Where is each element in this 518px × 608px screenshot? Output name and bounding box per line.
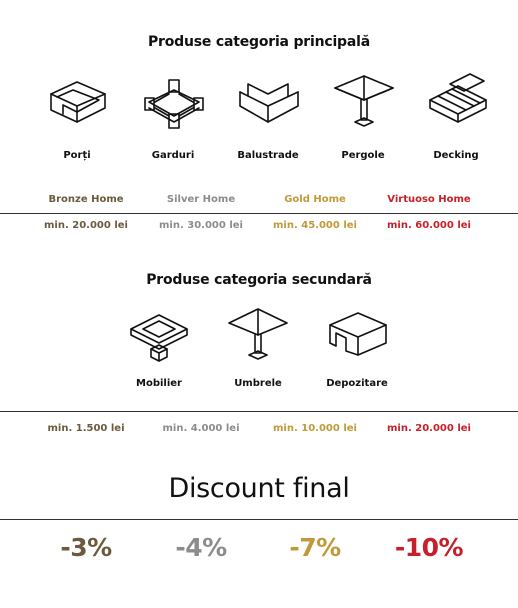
divider	[0, 411, 518, 412]
fence-icon	[139, 72, 209, 134]
tier-min-bronze: min. 20.000 lei	[44, 220, 128, 231]
category-label-decking: Decking	[433, 150, 479, 161]
discount-virtuoso: -10%	[394, 533, 464, 562]
tier-min-virtuoso-secondary: min. 20.000 lei	[387, 423, 471, 434]
decking-icon	[422, 72, 492, 134]
tier-name-silver: Silver Home	[166, 194, 236, 205]
category-label-storage: Depozitare	[326, 378, 388, 389]
gate-icon	[43, 72, 113, 134]
category-label-fences: Garduri	[151, 150, 195, 161]
railing-icon	[234, 72, 304, 134]
divider	[0, 519, 518, 520]
storage-icon	[322, 305, 392, 367]
tier-min-bronze-secondary: min. 1.500 lei	[47, 423, 125, 434]
tier-min-gold: min. 45.000 lei	[273, 220, 357, 231]
furniture-icon	[125, 305, 195, 367]
pergola-icon	[329, 72, 399, 134]
umbrella-icon	[223, 305, 293, 367]
category-label-furniture: Mobilier	[136, 378, 182, 389]
tier-name-bronze: Bronze Home	[48, 194, 124, 205]
category-label-umbrellas: Umbrele	[234, 378, 282, 389]
divider	[0, 213, 518, 214]
tier-name-gold: Gold Home	[284, 194, 346, 205]
tier-min-silver-secondary: min. 4.000 lei	[162, 423, 240, 434]
primary-section-title: Produse categoria principală	[148, 34, 370, 50]
category-label-pergolas: Pergole	[341, 150, 385, 161]
discount-silver: -4%	[175, 533, 227, 562]
secondary-section-title: Produse categoria secundară	[146, 272, 372, 288]
category-label-gates: Porți	[63, 150, 91, 161]
discount-title: Discount final	[168, 473, 350, 504]
tier-min-virtuoso: min. 60.000 lei	[387, 220, 471, 231]
tier-name-virtuoso: Virtuoso Home	[387, 194, 471, 205]
tier-min-silver: min. 30.000 lei	[159, 220, 243, 231]
discount-bronze: -3%	[60, 533, 112, 562]
category-label-railings: Balustrade	[237, 150, 299, 161]
tier-min-gold-secondary: min. 10.000 lei	[273, 423, 357, 434]
discount-gold: -7%	[289, 533, 341, 562]
